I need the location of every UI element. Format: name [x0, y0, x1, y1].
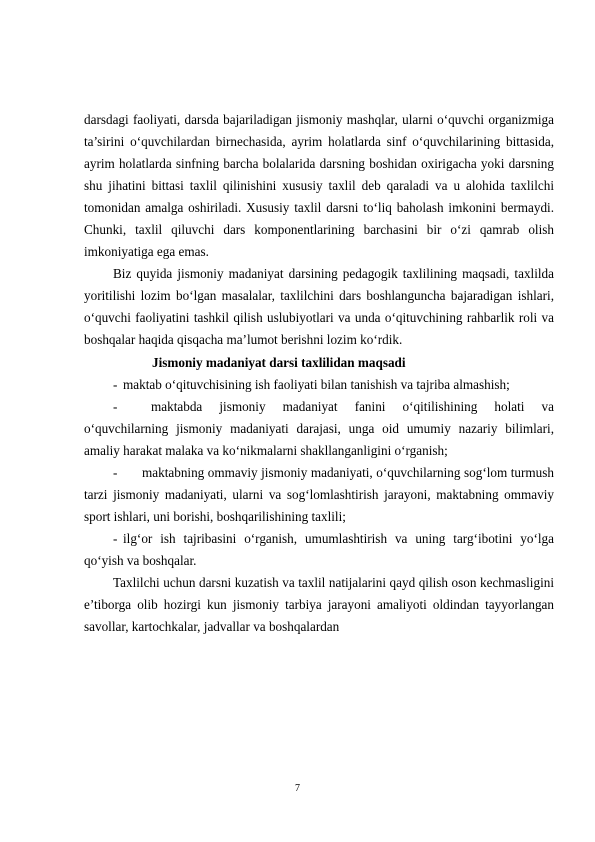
page-number: 7	[295, 783, 300, 794]
bullet-dash: -	[113, 398, 118, 414]
bullet-item-3	[84, 462, 554, 528]
bullet-text: ilg‘or ish tajribasini o‘rganish, umumlashtirish va uning targ‘ibotini yo‘lga qo‘yish va boshqalar.	[84, 530, 554, 568]
document-page	[84, 109, 554, 638]
bullet-dash: -	[113, 530, 118, 546]
bullet-text: maktabning ommaviy jismoniy madaniyati, o‘quvchilarning sog‘lom turmush tarzi jismoniy madaniyati, ularni va sog‘lomlashtirish jarayoni, maktabning ommaviy sport ishlari, uni borishi, boshqarilishining taxlili;	[84, 464, 554, 524]
section-heading: Jismoniy madaniyat darsi taxlilidan maqsadi	[152, 354, 406, 370]
bullet-item-1	[84, 374, 554, 396]
bullet-item-4	[84, 528, 554, 572]
bullet-dash: -	[113, 464, 118, 480]
bullet-text: maktabda jismoniy madaniyat fanini o‘qitilishining holati va o‘quvchilarning jismoniy madaniyati darajasi, unga oid umumiy nazariy bilimlari, amaliy harakat malaka va ko‘nikmalarni shakllanganligini o‘rganish;	[84, 398, 554, 458]
body-paragraph-3: Taxlilchi uchun darsni kuzatish va taxlil natijalarini qayd qilish oson kechmasligini e’tiborga olib hozirgi kun jismoniy tarbiya jarayoni amaliyoti oldindan tayyorlangan savollar, kartochkalar, jadvallar va boshqalardan	[84, 574, 554, 635]
bullet-item-2	[84, 396, 554, 462]
bullet-text: maktab o‘qituvchisining ish faoliyati bilan tanishish va tajriba almashish;	[123, 376, 510, 392]
body-paragraph-2: Biz quyida jismoniy madaniyat darsining pedagogik taxlilining maqsadi, taxlilda yoritilishi lozim bo‘lgan masalalar, taxlilchini dars boshlanguncha bajaradigan ishlari, o‘quvchi faoliyatini tashkil qilish uslubiyotlari va unda o‘qituvchining rahbarlik roli va boshqalar haqida qisqacha ma’lumot berishni lozim ko‘rdik.	[84, 266, 554, 348]
body-paragraph-1: darsdagi faoliyati, darsda bajariladigan jismoniy mashqlar, ularni o‘quvchi organizmiga ta’sirini o‘quvchilardan birnechasida, ayrim holatlarda sinf o‘quvchilarining bittasida, ayrim holatlarda sinfning barcha bolalarida darsning boshidan oxirigacha yoki darsning shu jihatini bittasi taxlil qilinishini xususiy taxlil deb qaraladi va u alohida taxlilchi tomonidan amalga oshiriladi. Xususiy taxlil darsni to‘liq baholash imkonini bermaydi. Chunki, taxlil qiluvchi dars komponentlarining barchasini bir o‘zi qamrab olish imkoniyatiga ega emas.	[84, 112, 554, 260]
bullet-dash: -	[113, 376, 118, 392]
